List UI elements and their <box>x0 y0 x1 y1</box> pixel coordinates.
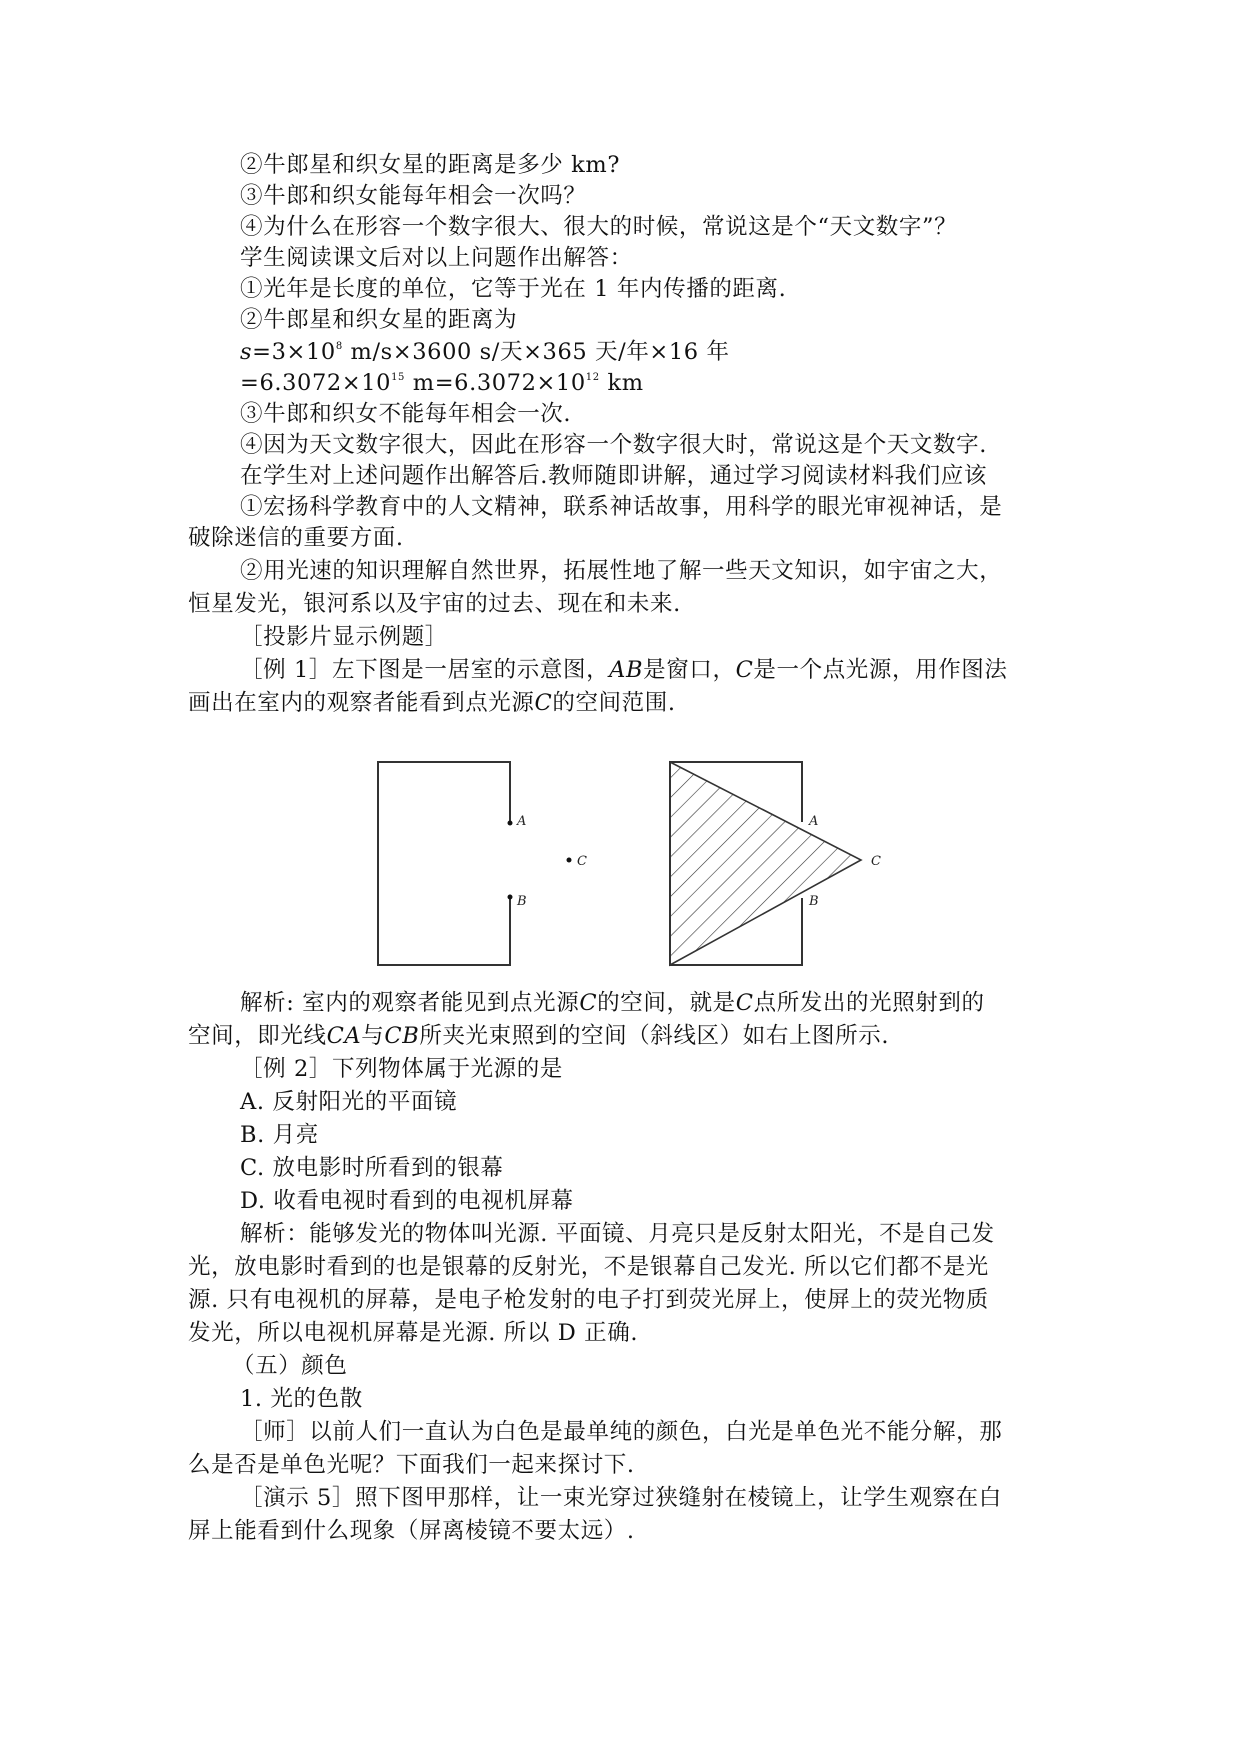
text-line: 发光，所以电视机屏幕是光源. 所以 D 正确. <box>188 1320 639 1346</box>
text-line: 在学生对上述问题作出解答后.教师随即讲解，通过学习阅读材料我们应该 <box>240 463 987 489</box>
room-diagram-left-svg <box>376 760 616 980</box>
label-a: A <box>517 814 527 829</box>
text-line: 光，放电影时看到的也是银幕的反射光，不是银幕自己发光. 所以它们都不是光 <box>188 1254 989 1280</box>
text-line: 学生阅读课文后对以上问题作出解答： <box>240 245 633 271</box>
option-d: D. 收看电视时看到的电视机屏幕 <box>240 1188 574 1214</box>
text-line: 解析：能够发光的物体叫光源. 平面镜、月亮只是反射太阳光，不是自己发 <box>240 1221 995 1247</box>
point-b <box>508 895 513 900</box>
option-a: A. 反射阳光的平面镜 <box>240 1089 458 1115</box>
analysis-1-line: 解析: 室内的观察者能见到点光源C的空间，就是C点所发出的光照射到的 <box>240 990 985 1016</box>
example-1-line: 画出在室内的观察者能看到点光源C的空间范围. <box>188 690 676 716</box>
analysis-1-line: 空间，即光线CA与CB所夹光束照到的空间（斜线区）如右上图所示. <box>188 1023 890 1049</box>
text-line: 破除迷信的重要方面. <box>188 525 404 551</box>
option-b: B. 月亮 <box>240 1122 319 1148</box>
subsection-heading: 1. 光的色散 <box>240 1386 363 1412</box>
text-line: ①光年是长度的单位，它等于光在 1 年内传播的距离. <box>240 276 787 302</box>
text-line: 恒星发光，银河系以及宇宙的过去、现在和未来. <box>188 591 681 617</box>
formula-variable: s <box>240 339 253 365</box>
label-b: B <box>517 894 527 909</box>
text-line: 屏上能看到什么现象（屏离棱镜不要太远）. <box>188 1518 635 1544</box>
room-diagram-right <box>668 760 908 980</box>
text-line: ②牛郎星和织女星的距离是多少 km? <box>240 152 620 178</box>
text-line: ［演示 5］照下图甲那样，让一束光穿过狭缝射在棱镜上，让学生观察在白 <box>240 1485 1002 1511</box>
room-diagram-left <box>376 760 616 980</box>
label-c: C <box>577 854 587 869</box>
label-c: C <box>871 854 881 869</box>
room-outline <box>378 762 510 965</box>
text-line: ［例 2］下列物体属于光源的是 <box>240 1056 563 1082</box>
point-c <box>567 858 572 863</box>
text-line: ［投影片显示例题］ <box>240 624 448 650</box>
illuminated-region <box>670 762 861 965</box>
text-line: ④因为天文数字很大，因此在形容一个数字很大时，常说这是个天文数字. <box>240 432 987 458</box>
label-b: B <box>809 894 819 909</box>
text-line: ③牛郎和织女能每年相会一次吗？ <box>240 183 587 209</box>
room-diagram-right-svg <box>668 760 908 980</box>
example-1-line: ［例 1］左下图是一居室的示意图，AB是窗口，C是一个点光源，用作图法 <box>240 657 1008 683</box>
point-a <box>508 821 513 826</box>
text-line: 么是否是单色光呢？下面我们一起来探讨下. <box>188 1452 635 1478</box>
formula-line: $=6.3072\times 10^{15}$ $m=6.3072\times 10^{12}$ km <box>240 370 644 396</box>
text-line: ③牛郎和织女不能每年相会一次. <box>240 401 572 427</box>
text-line: ②用光速的知识理解自然世界，拓展性地了解一些天文知识，如宇宙之大， <box>240 558 1003 584</box>
text-line: 源. 只有电视机的屏幕，是电子枪发射的电子打到荧光屏上，使屏上的荧光物质 <box>188 1287 989 1313</box>
text-line: ②牛郎星和织女星的距离为 <box>240 307 518 333</box>
text-line: ①宏扬科学教育中的人文精神，联系神话故事，用科学的眼光审视神话，是 <box>240 494 1003 520</box>
text-line: ［师］以前人们一直认为白色是最单纯的颜色，白光是单色光不能分解，那 <box>240 1419 1003 1445</box>
section-heading: （五）颜色 <box>232 1353 348 1379</box>
text-line: ④为什么在形容一个数字很大、很大的时候，常说这是个“天文数字”？ <box>240 214 958 240</box>
option-c: C. 放电影时所看到的银幕 <box>240 1155 504 1181</box>
label-a: A <box>809 814 819 829</box>
formula-line: $s=3\times 10^8$ m/s×3600 s/天×365 天/年×16 年 <box>240 339 730 365</box>
